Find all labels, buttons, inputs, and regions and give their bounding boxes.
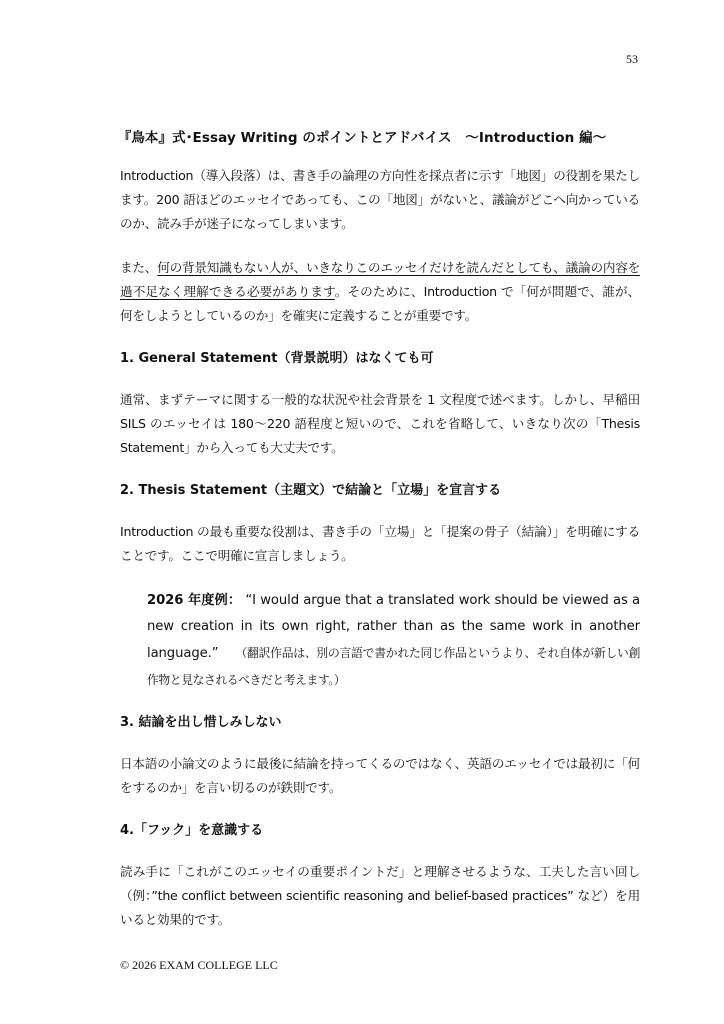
- example-quote: “I would argue that a translated work should be viewed as a new creation in its own right, rather than as the same work in another language.”: [147, 593, 640, 661]
- intro-paragraph-1: Introduction（導入段落）は、書き手の論理の方向性を採点者に示す「地図」の役割を果たします。200 語ほどのエッセイであっても、この「地図」がないと、議論がどこへ向かっているのか、読み手が迷子になってしまいます。: [120, 168, 640, 231]
- intro-p2-rest: 。そのために、Introduction で「何が問題で、誰が、何をしようとしているのか」を確実に定義することが重要です。: [120, 284, 640, 323]
- intro-p2-lead: また、: [120, 260, 158, 275]
- section-heading-2: 2. Thesis Statement（主題文）で結論と「立場」を宣言する: [120, 483, 502, 498]
- section-heading-3: 3. 結論を出し惜しみしない: [120, 715, 282, 730]
- section-body-2: Introduction の最も重要な役割は、書き手の「立場」と「提案の骨子（結論）」を明確にすることです。ここで明確に宣言しましょう。: [120, 524, 640, 563]
- example-block: [147, 588, 640, 694]
- intro-paragraph-2: [120, 256, 640, 328]
- footer-copyright: © 2026 EXAM COLLEGE LLC: [120, 958, 278, 972]
- example-label: 2026 年度例：: [147, 593, 242, 608]
- page-number: 53: [626, 52, 638, 66]
- example-translation: （翻訳作品は、別の言語で書かれた同じ作品というより、それ自体が新しい創作物と見なされるべきだと考えます。）: [147, 646, 640, 687]
- section-heading-1: 1. General Statement（背景説明）はなくても可: [120, 351, 434, 366]
- page-title: 『鳥本』式･Essay Writing のポイントとアドバイス ～Introduction 編～: [117, 130, 607, 146]
- section-body-3: 日本語の小論文のように最後に結論を持ってくるのではなく、英語のエッセイでは最初に「何をするのか」を言い切るのが鉄則です。: [120, 756, 640, 795]
- document-body: [120, 164, 640, 952]
- section-body-1: 通常、まずテーマに関する一般的な状況や社会背景を 1 文程度で述べます。しかし、早稲田 SILS のエッセイは 180～220 語程度と短いので、これを省略して、いきなり次の「Thesis Statement」から入っても大丈夫です。: [120, 392, 640, 455]
- section-heading-4: 4.「フック」を意識する: [120, 823, 264, 838]
- intro-p2-underlined: 何の背景知識もない人が、いきなりこのエッセイだけを読んだとしても、議論の内容を過不足なく理解できる必要があります: [120, 260, 641, 299]
- section-body-4: 読み手に「これがこのエッセイの重要ポイントだ」と理解させるような、工夫した言い回し（例：”the conflict between scientific reasoning and belief-based practices” など）を用いると効果的です。: [120, 864, 640, 927]
- example-text: [147, 588, 640, 694]
